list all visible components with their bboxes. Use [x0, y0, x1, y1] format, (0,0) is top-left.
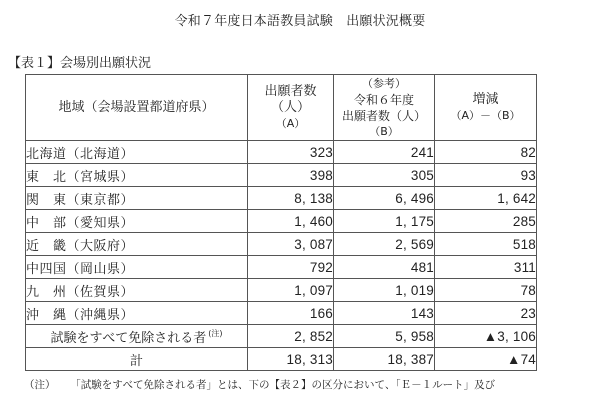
- applicants-a-cell: 1, 460: [248, 210, 334, 233]
- table-header-row: [26, 75, 537, 141]
- exempt-label-cell: [26, 325, 248, 348]
- difference-cell: 285: [435, 210, 537, 233]
- region-cell: 中四国（岡山県）: [26, 256, 248, 279]
- difference-cell: 93: [435, 164, 537, 187]
- table-row: [26, 164, 537, 187]
- region-cell: 東 北（宮城県）: [26, 164, 248, 187]
- exempt-b-cell: 5, 958: [334, 325, 435, 348]
- footnote-text: 「試験をすべて免除される者」とは、下の【表２】の区分において、「Ｅ－１ルート」及び: [75, 379, 496, 391]
- region-cell: 沖 縄（沖縄県）: [26, 302, 248, 325]
- header-prev-year-b: [334, 75, 435, 141]
- region-cell: 九 州（佐賀県）: [26, 279, 248, 302]
- applicants-b-cell: 481: [334, 256, 435, 279]
- region-cell: 北海道（北海道）: [26, 141, 248, 164]
- header-b-line1: （参考）: [362, 76, 406, 90]
- applicants-a-cell: 398: [248, 164, 334, 187]
- applications-by-venue-table: [25, 74, 537, 371]
- total-a-cell: 18, 313: [248, 348, 334, 371]
- difference-cell: 518: [435, 233, 537, 256]
- document-title: 令和７年度日本語教員試験 出願状況概要: [174, 14, 426, 29]
- total-row: [26, 348, 537, 371]
- exempt-difference-cell: ▲3, 106: [435, 325, 537, 348]
- header-diff-line1: 増減: [472, 91, 499, 107]
- applicants-b-cell: 1, 175: [334, 210, 435, 233]
- applicants-a-cell: 1, 097: [248, 279, 334, 302]
- applicants-a-cell: 323: [248, 141, 334, 164]
- header-b-line4: （B）: [369, 124, 399, 138]
- table-row: [26, 210, 537, 233]
- table-row: [26, 233, 537, 256]
- difference-cell: 311: [435, 256, 537, 279]
- table-row: [26, 302, 537, 325]
- section-title: 【表１】会場別出願状況: [8, 56, 152, 71]
- region-cell: 中 部（愛知県）: [26, 210, 248, 233]
- applicants-a-cell: 792: [248, 256, 334, 279]
- footnote: [24, 377, 495, 392]
- header-a-line3: （A）: [275, 116, 306, 130]
- total-b-cell: 18, 387: [334, 348, 435, 371]
- header-b-line2: 令和６年度: [353, 92, 414, 107]
- difference-cell: 82: [435, 141, 537, 164]
- header-difference: [435, 75, 537, 141]
- table-row: [26, 141, 537, 164]
- difference-cell: 1, 642: [435, 187, 537, 210]
- difference-cell: 23: [435, 302, 537, 325]
- applicants-a-cell: 166: [248, 302, 334, 325]
- table-row: [26, 256, 537, 279]
- region-cell: 近 畿（大阪府）: [26, 233, 248, 256]
- exempt-row: [26, 325, 537, 348]
- header-b-line3: 出願者数（人）: [341, 108, 426, 123]
- exempt-a-cell: 2, 852: [248, 325, 334, 348]
- applicants-b-cell: 2, 569: [334, 233, 435, 256]
- header-a-line2: （人）: [270, 99, 310, 115]
- header-diff-line2: （A）－（B）: [450, 108, 521, 122]
- total-label-cell: 計: [26, 348, 248, 371]
- footnote-label: （注）: [24, 379, 56, 391]
- applicants-a-cell: 8, 138: [248, 187, 334, 210]
- region-cell: 関 東（東京都）: [26, 187, 248, 210]
- header-a-line1: 出願者数: [264, 83, 317, 99]
- difference-cell: 78: [435, 279, 537, 302]
- table-row: [26, 279, 537, 302]
- table-row: [26, 187, 537, 210]
- header-region: 地域（会場設置都道府県）: [26, 75, 248, 141]
- applicants-b-cell: 1, 019: [334, 279, 435, 302]
- applicants-b-cell: 241: [334, 141, 435, 164]
- applicants-b-cell: 6, 496: [334, 187, 435, 210]
- applicants-b-cell: 143: [334, 302, 435, 325]
- header-applicants-a: [248, 75, 334, 141]
- total-difference-cell: ▲74: [435, 348, 537, 371]
- exempt-label: 試験をすべて免除される者: [50, 330, 207, 346]
- note-mark: (注): [208, 328, 223, 338]
- applicants-a-cell: 3, 087: [248, 233, 334, 256]
- applicants-b-cell: 305: [334, 164, 435, 187]
